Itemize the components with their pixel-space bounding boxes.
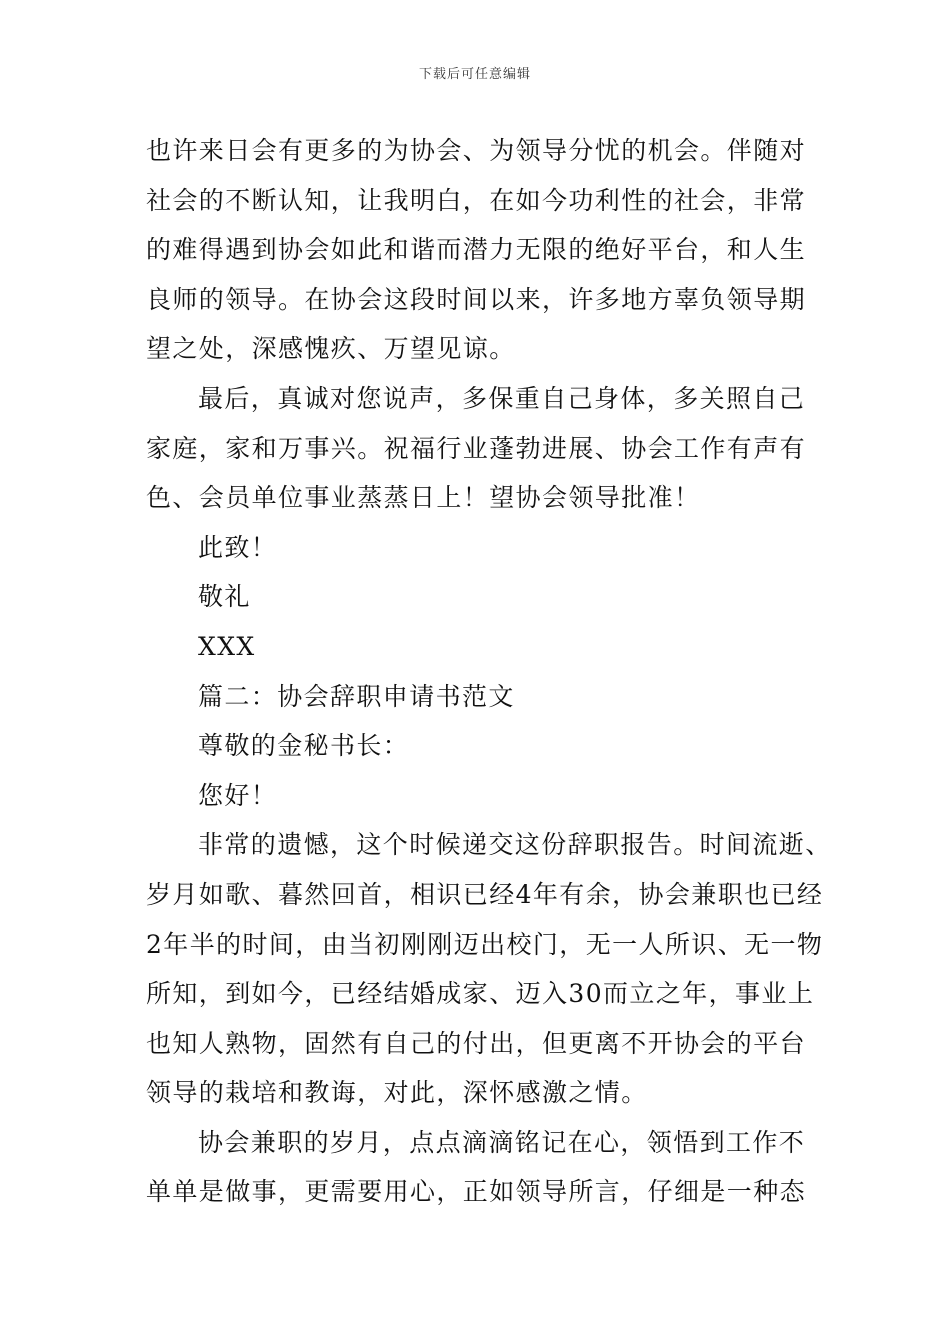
text-line: 的难得遇到协会如此和谐而潜力无限的绝好平台，和人生 [146,235,807,265]
text-line: 家庭，家和万事兴。祝福行业蓬勃进展、协会工作有声有 [146,433,807,463]
text-line: 岁月如歌、暮然回首，相识已经4年有余，协会兼职也已经 [146,879,824,909]
text-line: 望之处，深感愧疚、万望见谅。 [146,334,516,364]
paragraph-start-line: 协会兼职的岁月，点点滴滴铭记在心，领悟到工作不 [198,1127,806,1157]
header-note: 下载后可任意编辑 [418,67,531,82]
signature-name: XXX [198,631,256,661]
text-line: 也许来日会有更多的为协会、为领导分忧的机会。伴随对 [146,136,807,165]
text-line: 良师的领导。在协会这段时间以来，许多地方辜负领导期 [146,284,807,314]
paragraph-start-line: 非常的遗憾，这个时候递交这份辞职报告。时间流逝、 [198,830,832,860]
closing-salutation: 此致！ [198,532,278,562]
document-body [146,126,832,1217]
text-line: 领导的栽培和教诲，对此，深怀感激之情。 [146,1078,648,1108]
recipient-salutation: 尊敬的金秘书长： [198,731,410,761]
greeting: 您好！ [198,780,278,810]
text-line: 社会的不断认知，让我明白，在如今功利性的社会，非常 [146,185,807,215]
paragraph-start-line: 最后，真诚对您说声，多保重自己身体，多关照自己 [198,383,806,413]
text-line: 色、会员单位事业蒸蒸日上！望协会领导批准！ [146,483,701,513]
text-line: 2年半的时间，由当初刚刚迈出校门，无一人所识、无一物 [146,929,824,959]
section-heading: 篇二：协会辞职申请书范文 [198,681,515,711]
text-line: 也知人熟物，固然有自己的付出，但更离不开协会的平台 [146,1028,807,1058]
closing-regards: 敬礼 [198,582,251,612]
text-line: 单单是做事，更需要用心，正如领导所言，仔细是一种态 [146,1177,807,1207]
text-line: 所知，到如今，已经结婚成家、迈入30而立之年，事业上 [146,979,815,1009]
